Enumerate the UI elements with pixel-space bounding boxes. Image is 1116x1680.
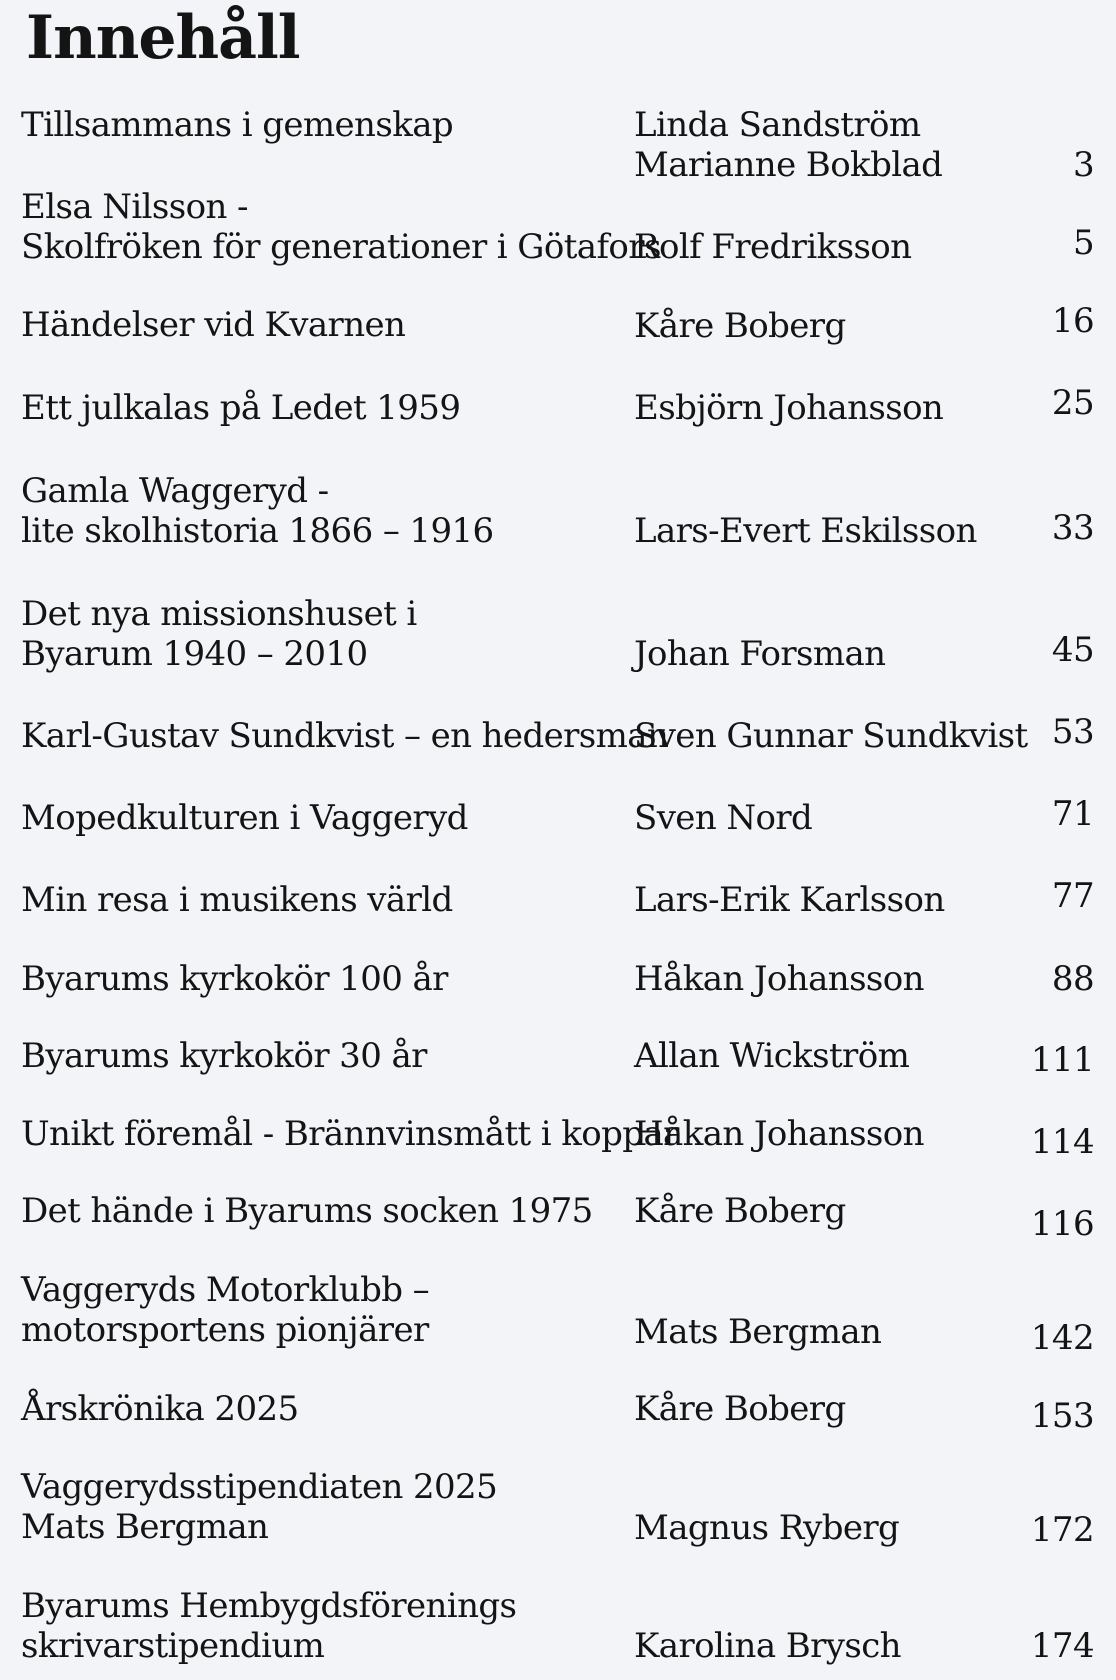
entry-title: Mopedkulturen i Vaggeryd	[21, 798, 468, 838]
entry-title: Tillsammans i gemenskap	[21, 105, 454, 145]
entry-page-number: 16	[1051, 301, 1094, 341]
entry-author: Mats Bergman	[634, 1312, 882, 1352]
entry-title: Det hände i Byarums socken 1975	[21, 1191, 593, 1231]
entry-title: Min resa i musikens värld	[21, 880, 453, 920]
entry-page-number: 5	[1072, 223, 1094, 263]
entry-page-number: 45	[1051, 630, 1094, 670]
entry-author: Håkan Johansson	[634, 959, 924, 999]
entry-author: Kåre Boberg	[634, 1389, 846, 1429]
entry-title: Vaggerydsstipendiaten 2025 Mats Bergman	[21, 1467, 498, 1547]
entry-author: Esbjörn Johansson	[634, 388, 944, 428]
entry-author: Håkan Johansson	[634, 1114, 924, 1154]
entry-author: Lars-Erik Karlsson	[634, 880, 945, 920]
entry-title: Byarums Hembygdsförenings skrivarstipendium	[21, 1586, 517, 1666]
entry-author: Magnus Ryberg	[634, 1508, 900, 1548]
entry-author: Allan Wickström	[634, 1036, 910, 1076]
entry-title: Gamla Waggeryd - lite skolhistoria 1866 – 1916	[21, 471, 494, 551]
entry-title: Årskrönika 2025	[21, 1389, 299, 1429]
entry-author: Rolf Fredriksson	[634, 227, 912, 267]
page-title: Innehåll	[26, 3, 300, 73]
entry-page-number: 71	[1051, 794, 1094, 834]
entry-author: Johan Forsman	[634, 634, 886, 674]
entry-page-number: 3	[1072, 145, 1094, 185]
entry-page-number: 116	[1030, 1204, 1094, 1244]
entry-author: Kåre Boberg	[634, 306, 846, 346]
entry-page-number: 174	[1030, 1626, 1094, 1666]
entry-page-number: 114	[1030, 1122, 1094, 1162]
entry-page-number: 111	[1030, 1040, 1094, 1080]
entry-title: Det nya missionshuset i Byarum 1940 – 2010	[21, 594, 417, 674]
entry-page-number: 25	[1051, 383, 1094, 423]
entry-page-number: 88	[1051, 959, 1094, 999]
entry-title: Byarums kyrkokör 30 år	[21, 1036, 427, 1076]
entry-author: Karolina Brysch	[634, 1626, 901, 1666]
entry-page-number: 77	[1051, 876, 1094, 916]
entry-page-number: 33	[1051, 508, 1094, 548]
entry-title: Unikt föremål - Brännvinsmått i koppar	[21, 1114, 679, 1154]
entry-title: Händelser vid Kvarnen	[21, 305, 406, 345]
entry-author: Lars-Evert Eskilsson	[634, 511, 977, 551]
entry-author: Linda Sandström Marianne Bokblad	[634, 105, 943, 185]
entry-title: Byarums kyrkokör 100 år	[21, 959, 448, 999]
entry-page-number: 53	[1051, 712, 1094, 752]
entry-title: Vaggeryds Motorklubb – motorsportens pionjärer	[21, 1270, 430, 1350]
entry-title: Ett julkalas på Ledet 1959	[21, 388, 461, 428]
entry-title: Karl-Gustav Sundkvist – en hedersman	[21, 716, 669, 756]
entry-page-number: 172	[1030, 1510, 1094, 1550]
entry-title: Elsa Nilsson - Skolfröken för generationer i Götafors	[21, 187, 661, 267]
entry-author: Sven Gunnar Sundkvist	[634, 716, 1028, 756]
entry-page-number: 142	[1030, 1318, 1094, 1358]
entry-author: Sven Nord	[634, 798, 813, 838]
entry-page-number: 153	[1030, 1396, 1094, 1436]
entry-author: Kåre Boberg	[634, 1191, 846, 1231]
